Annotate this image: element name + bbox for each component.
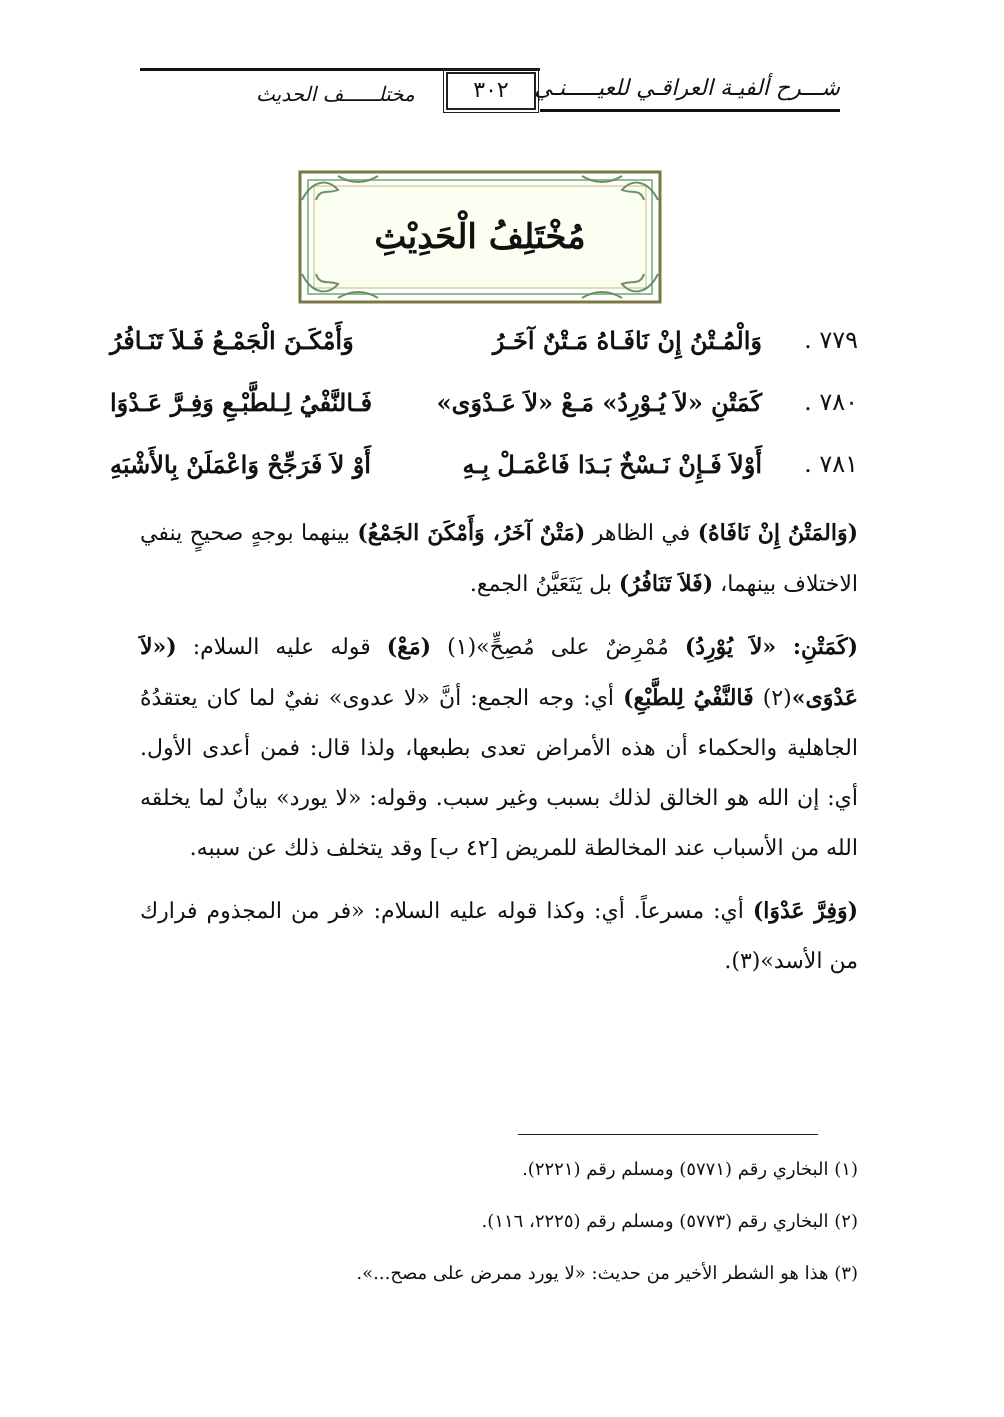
page-number: ٣٠٢ xyxy=(446,72,536,110)
footnote: (٢) البخاري رقم (٥٧٧٣) ومسلم رقم (٢٢٢٥، ١١٦). xyxy=(481,1211,858,1232)
verse-second-hemistich: وَأَمْكَـنَ الْجَمْـعُ فَـلاَ تَنَـافُرُ xyxy=(110,326,354,355)
quoted-text: (وَالمَتْنُ إِنْ نَافَاهُ) xyxy=(697,520,859,546)
footnote: (١) البخاري رقم (٥٧٧١) ومسلم رقم (٢٢٢١). xyxy=(522,1159,858,1180)
verse-second-hemistich: أَوْ لاَ فَرَجِّحْ وَاعْمَلَنْ بِالأَشْبَهِ xyxy=(110,450,371,479)
quoted-text: (فَلاَ تَنَافُرُ) xyxy=(618,571,714,597)
book-title: شـــرح ألفيـة العراقـي للعيـــــنـي xyxy=(534,76,840,101)
commentary-body xyxy=(140,508,858,999)
chapter-title: مختلــــــف الحديث xyxy=(256,82,415,106)
quoted-text: (وَفِرَّ عَدْوَا) xyxy=(752,898,858,924)
commentary-text: أي: وجه الجمع: أنَّ «لا عدوى» نفيٌ لما كان يعتقدُهُ الجاهلية والحكماء أن هذه الأمراض تعدى بطبعها، ولذا قال: فمن أعدى الأول. أي: إن الله هو الخالق لذلك بسبب وغير سبب. وقوله: «لا يورد» بيانٌ لما يخلقه الله من الأسباب عند المخالطة للمريض [٤٢ ب] وقد يتخلف ذلك عن سببه. xyxy=(140,686,858,861)
commentary-text: قوله عليه السلام: xyxy=(176,635,387,660)
header-rule-bottom xyxy=(540,109,840,112)
verse-second-hemistich: فَـالنَّفْيُ لِـلطَّبْـعِ وَفِـرَّ عَـدْوَا xyxy=(110,388,373,417)
commentary-text: بل يَتَعَيَّنُ الجمع. xyxy=(469,572,619,597)
footnotes xyxy=(140,1148,858,1304)
footnote: (٣) هذا هو الشطر الأخير من حديث: «لا يورد ممرض على مصح...». xyxy=(356,1263,858,1284)
section-heading: مُخْتَلِفُ الْحَدِيْثِ xyxy=(374,217,586,257)
verse-number: ٧٧٩ . xyxy=(804,326,858,354)
verse-number: ٧٨٠ . xyxy=(804,388,858,416)
verse-line xyxy=(110,312,858,374)
running-header xyxy=(140,64,840,114)
footnote-marker: (٢) xyxy=(753,686,792,711)
verse-number: ٧٨١ . xyxy=(804,450,858,478)
commentary-paragraph xyxy=(140,886,858,987)
quoted-text: فَالنَّفْيُ لِلطَّبْعِ) xyxy=(623,685,754,711)
verse-first-hemistich: وَالْمُـتْنُ إِنْ نَافَـاهُ مَـتْنٌ آخَـرُ xyxy=(492,326,762,355)
commentary-paragraph xyxy=(140,508,858,610)
quoted-text: (كَمَتْنِ: «لاَ يُوْرِدُ) xyxy=(684,634,858,660)
quoted-text: (مَعْ) xyxy=(386,634,432,660)
chapter-title-frame xyxy=(298,170,662,304)
header-rule-top xyxy=(140,68,540,71)
footnote-separator xyxy=(518,1134,818,1135)
quoted-text: («لاَ عَدْوَى» xyxy=(140,634,858,711)
commentary-text: بينهما بوجهٍ صحيحٍ ينفي الاختلاف بينهما، xyxy=(140,521,858,597)
commentary-text: مُمْرِضٌ على مُصِحٍّ»(١) xyxy=(431,635,685,660)
verse-first-hemistich: كَمَتْنِ «لاَ يُـوْرِدُ» مَـعْ «لاَ عَـدْوَى» xyxy=(436,388,762,417)
verse-block xyxy=(110,312,858,498)
commentary-paragraph xyxy=(140,622,858,874)
commentary-text: أي: مسرعاً. أي: وكذا قوله عليه السلام: «فر من المجذوم فرارك من الأسد»(٣). xyxy=(140,899,858,974)
verse-first-hemistich: أَوْلاَ فَـإِنْ نَـسْخٌ بَـدَا فَاعْمَـلْ بِـهِ xyxy=(462,450,762,479)
quoted-text: (مَتْنٌ آخَرُ، وَأَمْكَنَ الجَمْعُ) xyxy=(357,520,586,546)
commentary-text: في الظاهر xyxy=(585,521,698,546)
verse-line xyxy=(110,436,858,498)
verse-line xyxy=(110,374,858,436)
